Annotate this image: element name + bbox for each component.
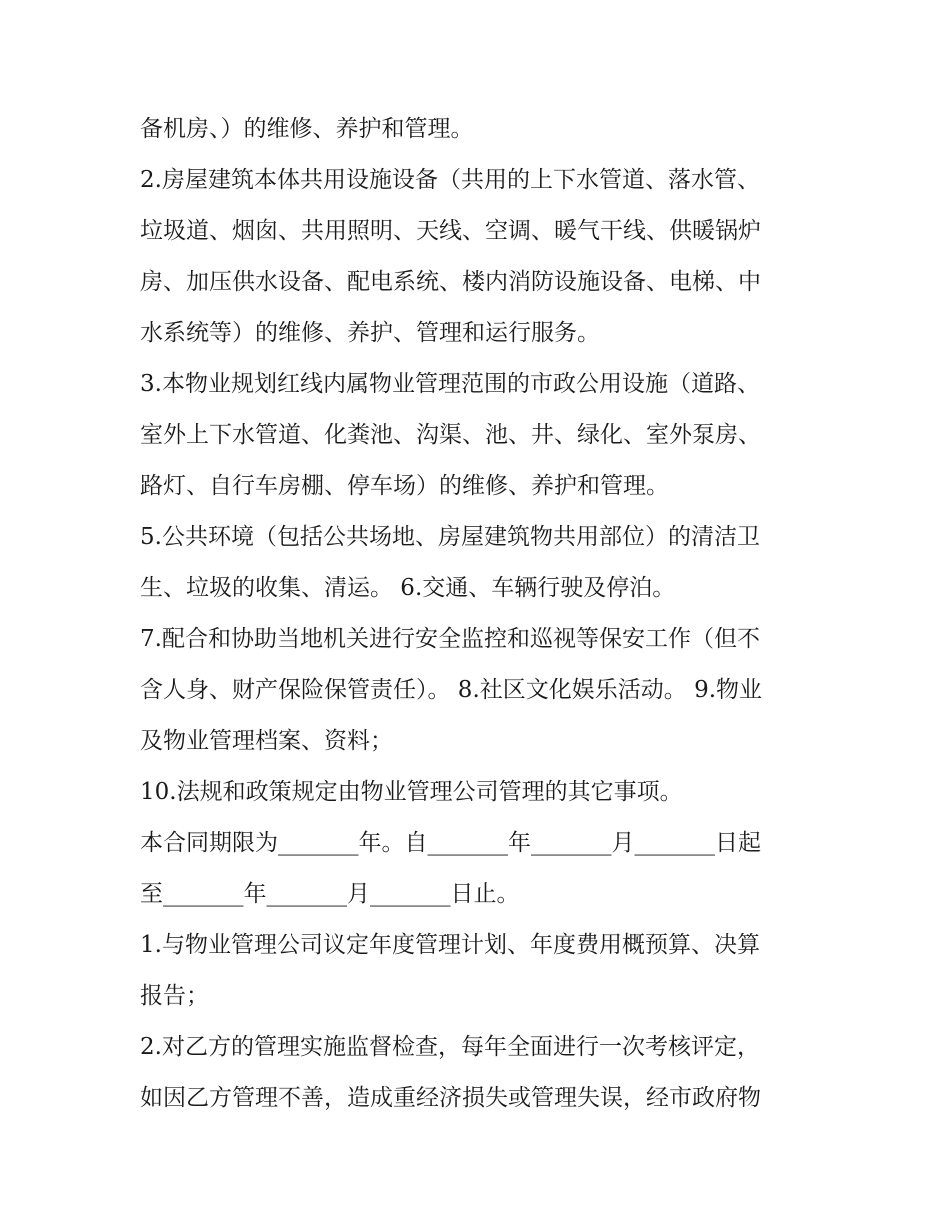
text-line: 如因乙方管理不善，造成重经济损失或管理失误，经市政府物	[140, 1085, 761, 1111]
text-line: 1.与物业管理公司议定年度管理计划、年度费用概预算、决算	[140, 932, 760, 958]
contract-text-body	[140, 104, 820, 1124]
text-line: 路灯、自行车房棚、停车场）的维修、养护和管理。	[140, 473, 669, 499]
text-line: 水系统等）的维修、养护、管理和运行服务。	[140, 320, 600, 346]
text-line: 生、垃圾的收集、清运。 6.交通、车辆行驶及停泊。	[140, 575, 676, 601]
text-line: 备机房、）的维修、养护和管理。	[140, 116, 474, 142]
text-line: 7.配合和协助当地机关进行安全监控和巡视等保安工作（但不	[140, 626, 760, 652]
text-line: 室外上下水管道、化粪池、沟渠、池、井、绿化、室外泵房、	[140, 422, 761, 448]
text-line: 5.公共环境（包括公共场地、房屋建筑物共用部位）的清洁卫	[140, 524, 760, 550]
text-line: 本合同期限为_______年。自_______年_______月_______日起	[140, 830, 761, 856]
text-line: 报告；	[140, 983, 209, 1009]
text-line: 3.本物业规划红线内属物业管理范围的市政公用设施（道路、	[140, 371, 760, 397]
text-line: 2.对乙方的管理实施监督检查，每年全面进行一次考核评定，	[140, 1034, 760, 1060]
text-line: 至_______年_______月_______日止。	[140, 881, 520, 907]
text-line: 2.房屋建筑本体共用设施设备（共用的上下水管道、落水管、	[140, 167, 760, 193]
text-line: 房、加压供水设备、配电系统、楼内消防设施设备、电梯、中	[140, 269, 761, 295]
text-line: 垃圾道、烟囱、共用照明、天线、空调、暖气干线、供暖锅炉	[140, 218, 761, 244]
text-line: 含人身、财产保险保管责任）。 8.社区文化娱乐活动。 9.物业	[140, 677, 763, 703]
text-line: 10.法规和政策规定由物业管理公司管理的其它事项。	[140, 779, 683, 805]
text-line: 及物业管理档案、资料；	[140, 728, 393, 754]
